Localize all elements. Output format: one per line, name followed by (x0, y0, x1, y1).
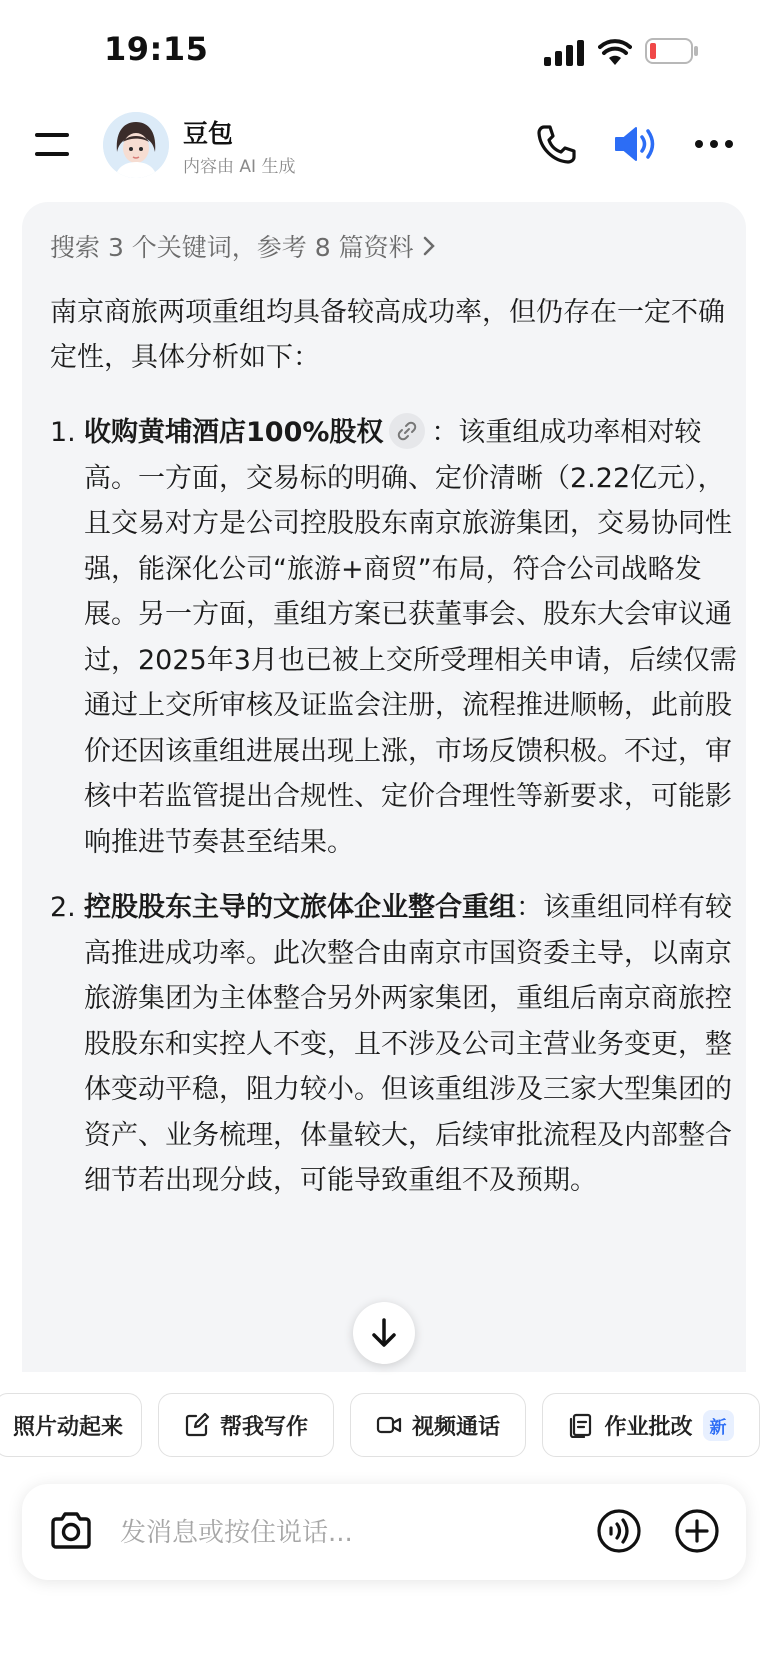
message-input[interactable] (118, 1506, 592, 1560)
phone-call-icon[interactable] (534, 122, 578, 166)
search-summary-text: 搜索 3 个关键词，参考 8 篇资料 (50, 233, 414, 262)
voice-input-icon[interactable] (596, 1508, 642, 1554)
reference-link-button[interactable] (389, 413, 425, 449)
status-bar (0, 0, 768, 100)
camera-icon[interactable] (48, 1508, 94, 1554)
link-icon (397, 421, 417, 441)
bot-name: 豆包 (183, 119, 234, 148)
message-input-bar (22, 1484, 746, 1580)
list-item-body: ：该重组同样有较高推进成功率。此次整合由南京市国资委主导，以南京旅游集团为主体整合另外两家集团，重组后南京商旅控股股东和实控人不变，且不涉及公司主营业务变更，整体变动平稳，阻力较小。但该重组涉及三家大型集团的资产、业务梳理，体量较大，后续审批流程及内部整合细节若出现分歧，可能导致重组不及预期。 (84, 892, 732, 1196)
status-time: 19:15 (104, 30, 209, 68)
chip-label: 帮我写作 (219, 1414, 308, 1440)
assistant-message (22, 202, 746, 1372)
search-summary-link[interactable] (50, 228, 436, 264)
speaker-icon[interactable] (612, 122, 660, 166)
battery-low-icon (645, 38, 699, 64)
list-item (50, 885, 740, 1204)
cellular-signal-icon (544, 40, 584, 66)
avatar[interactable] (103, 112, 169, 178)
list-item-title: 控股股东主导的文旅体企业整合重组 (84, 892, 516, 923)
arrow-down-icon (370, 1317, 398, 1349)
list-item-number: 2. (50, 892, 76, 923)
chip-label: 照片动起来 (12, 1414, 123, 1440)
chevron-right-icon (422, 235, 436, 257)
list-item-number: 1. (50, 417, 76, 448)
list-item (50, 410, 740, 865)
chip-label: 视频通话 (411, 1414, 500, 1440)
ai-generated-label: 内容由 AI 生成 (183, 157, 296, 177)
homework-correction-button[interactable] (542, 1393, 760, 1457)
edit-icon (184, 1412, 210, 1438)
quick-actions-row (0, 1393, 768, 1461)
chip-label: 作业批改 (604, 1414, 693, 1440)
scroll-to-bottom-button[interactable] (353, 1302, 415, 1364)
menu-icon[interactable] (35, 130, 73, 160)
plus-icon[interactable] (674, 1508, 720, 1554)
list-item-body: ：该重组成功率相对较高。一方面，交易标的明确、定价清晰（2.22亿元），且交易对方是公司控股股东南京旅游集团，交易协同性强，能深化公司“旅游+商贸”布局，符合公司战略发展。另一方面，重组方案已获董事会、股东大会审议通过，2025年3月也已被上交所受理相关申请，后续仅需通过上交所审核及证监会注册，流程推进顺畅，此前股价还因该重组进展出现上涨，市场反馈积极。不过，审核中若监管提出合规性、定价合理性等新要求，可能影响推进节奏甚至结果。 (84, 417, 737, 858)
list-item-title: 收购黄埔酒店100%股权 (84, 417, 384, 448)
photo-animate-button[interactable] (0, 1393, 142, 1457)
new-badge: 新 (703, 1410, 734, 1441)
wifi-icon (598, 38, 632, 66)
homework-icon (568, 1412, 594, 1438)
video-call-button[interactable] (350, 1393, 526, 1457)
chat-header (0, 100, 768, 200)
video-icon (376, 1412, 402, 1438)
message-intro: 南京商旅两项重组均具备较高成功率，但仍存在一定不确定性，具体分析如下： (50, 297, 725, 373)
analysis-list (50, 410, 740, 1224)
more-icon[interactable] (692, 122, 736, 166)
write-for-me-button[interactable] (158, 1393, 334, 1457)
bot-avatar-icon (103, 112, 169, 178)
